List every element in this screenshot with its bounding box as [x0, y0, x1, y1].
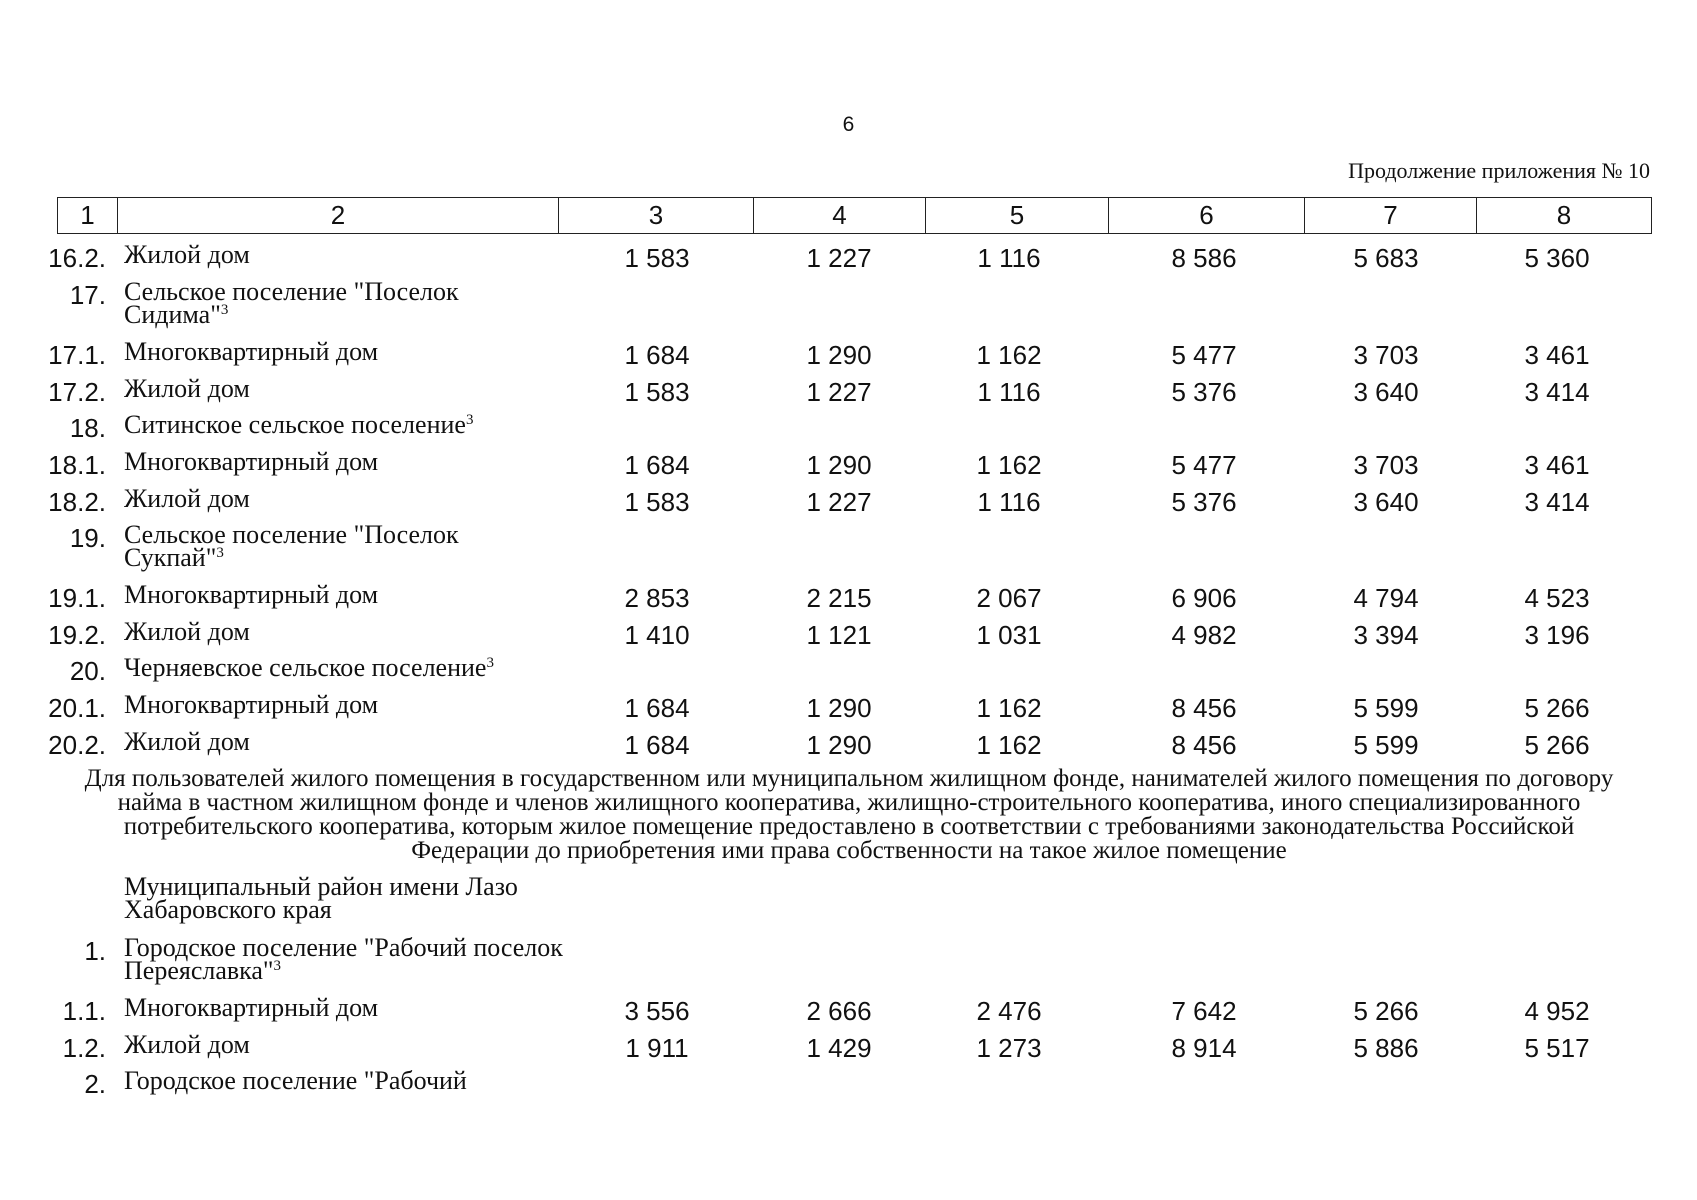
cell-col-8: 3 414 — [1524, 487, 1590, 517]
row-number: 20.1. — [48, 693, 106, 723]
cell-col-3: 1 684 — [624, 693, 690, 723]
cell-col-5: 1 116 — [977, 487, 1041, 517]
cell-col-6: 5 376 — [1171, 377, 1237, 407]
cell-col-7: 5 266 — [1353, 996, 1419, 1026]
cell-col-3: 1 684 — [624, 340, 690, 370]
cell-col-5: 1 116 — [977, 243, 1041, 273]
cell-col-7: 3 640 — [1353, 487, 1419, 517]
cell-col-5: 1 116 — [977, 377, 1041, 407]
row-number: 20. — [69, 656, 106, 686]
row-name: Многоквартирный дом — [124, 993, 379, 1022]
row-number: 20.2. — [48, 730, 106, 760]
cell-col-8: 5 266 — [1524, 693, 1590, 723]
cell-col-8: 5 517 — [1524, 1033, 1590, 1063]
footnote-marker: 3 — [273, 958, 282, 974]
row-name: Жилой дом — [124, 1030, 250, 1059]
row-number: 18.2. — [48, 487, 106, 517]
cell-col-4: 1 290 — [806, 340, 872, 370]
row-number: 17.1. — [48, 340, 106, 370]
cell-col-6: 5 376 — [1171, 487, 1237, 517]
appendix-continuation-label: Продолжение приложения № 10 — [1348, 158, 1650, 183]
cell-col-7: 3 703 — [1353, 450, 1419, 480]
cell-col-3: 1 583 — [624, 487, 690, 517]
cell-col-4: 1 227 — [806, 377, 872, 407]
cell-col-6: 8 914 — [1171, 1033, 1237, 1063]
row-number: 18. — [69, 413, 106, 443]
row-number: 1. — [84, 936, 106, 966]
row-name: Городское поселение "Рабочий — [124, 1066, 467, 1095]
cell-col-5: 2 476 — [976, 996, 1042, 1026]
row-name: Жилой дом — [124, 484, 250, 513]
cell-col-5: 1 162 — [976, 693, 1042, 723]
row-name: Черняевское сельское поселение$^3$ — [124, 653, 494, 682]
row-name: Жилой дом — [124, 727, 250, 756]
cell-col-7: 4 794 — [1353, 583, 1419, 613]
row-number: 1.2. — [62, 1033, 106, 1063]
header-col-8: 8 — [1477, 198, 1652, 234]
cell-col-5: 2 067 — [976, 583, 1042, 613]
page-number: 6 — [842, 113, 855, 136]
row-name: Жилой дом — [124, 240, 250, 269]
cell-col-3: 1 410 — [624, 620, 690, 650]
header-col-4: 4 — [754, 198, 926, 234]
row-number: 17.2. — [48, 377, 106, 407]
row-number: 2. — [84, 1069, 106, 1099]
cell-col-4: 2 215 — [806, 583, 872, 613]
cell-col-6: 4 982 — [1171, 620, 1237, 650]
cell-col-7: 3 640 — [1353, 377, 1419, 407]
cell-col-5: 1 031 — [976, 620, 1042, 650]
cell-col-8: 5 360 — [1524, 243, 1590, 273]
cell-col-5: 1 162 — [976, 730, 1042, 760]
header-col-6: 6 — [1109, 198, 1305, 234]
header-col-1: 1 — [58, 198, 118, 234]
row-name: Жилой дом — [124, 617, 250, 646]
cell-col-3: 1 583 — [624, 377, 690, 407]
row-name: Многоквартирный дом — [124, 580, 379, 609]
row-name: Сельское поселение "Поселок Сукпай"$^3$ — [124, 520, 459, 572]
cell-col-8: 5 266 — [1524, 730, 1590, 760]
header-col-7: 7 — [1305, 198, 1477, 234]
cell-col-8: 3 196 — [1524, 620, 1590, 650]
row-number: 17. — [69, 280, 106, 310]
column-number-header — [57, 197, 1652, 234]
cell-col-8: 4 523 — [1524, 583, 1590, 613]
section-note: Для пользователей жилого помещения в государственном или муниципальном жилищном фонде, нанимателей жилого помещения по договору найма в частном жилищном фонде и членов жилищного кооператива, жилищно-строительного кооператива, иного специализированного потребительского кооператива, которым жилое помещение предоставлено в соответствии с требованиями законодательства Российской Федерации до приобретения ими права собственности на такое жилое помещение — [84, 765, 1614, 864]
cell-col-7: 3 394 — [1353, 620, 1419, 650]
cell-col-5: 1 273 — [976, 1033, 1042, 1063]
row-number: 1.1. — [62, 996, 106, 1026]
header-col-5: 5 — [926, 198, 1109, 234]
cell-col-4: 2 666 — [806, 996, 872, 1026]
cell-col-3: 1 583 — [624, 243, 690, 273]
row-name: Муниципальный район имени Лазо Хабаровского края — [124, 872, 518, 924]
footnote-marker: 3 — [486, 655, 494, 671]
cell-col-7: 5 599 — [1353, 730, 1419, 760]
cell-col-7: 5 599 — [1353, 693, 1419, 723]
cell-col-8: 3 414 — [1524, 377, 1590, 407]
cell-col-4: 1 290 — [806, 693, 872, 723]
row-name: Ситинское сельское поселение$^3$ — [124, 410, 474, 439]
footnote-marker: 3 — [465, 412, 474, 428]
cell-col-7: 3 703 — [1353, 340, 1419, 370]
header-col-2: 2 — [118, 198, 559, 234]
cell-col-7: 5 886 — [1353, 1033, 1419, 1063]
cell-col-6: 5 477 — [1171, 450, 1237, 480]
cell-col-4: 1 290 — [806, 730, 872, 760]
cell-col-7: 5 683 — [1353, 243, 1419, 273]
cell-col-3: 3 556 — [624, 996, 690, 1026]
row-number: 18.1. — [48, 450, 106, 480]
cell-col-8: 3 461 — [1524, 450, 1590, 480]
cell-col-3: 1 684 — [624, 450, 690, 480]
row-number: 16.2. — [48, 243, 106, 273]
cell-col-6: 5 477 — [1171, 340, 1237, 370]
cell-col-3: 1 684 — [624, 730, 690, 760]
footnote-marker: 3 — [216, 545, 224, 561]
cell-col-8: 3 461 — [1524, 340, 1590, 370]
footnote-marker: 3 — [220, 302, 229, 318]
cell-col-6: 8 456 — [1171, 693, 1237, 723]
cell-col-8: 4 952 — [1524, 996, 1590, 1026]
row-name: Многоквартирный дом — [124, 690, 379, 719]
cell-col-6: 8 586 — [1171, 243, 1237, 273]
cell-col-4: 1 290 — [806, 450, 872, 480]
row-name: Городское поселение "Рабочий поселок Переяславка"$^3$ — [124, 933, 563, 985]
header-col-3: 3 — [559, 198, 754, 234]
cell-col-3: 1 911 — [625, 1033, 689, 1063]
cell-col-4: 1 227 — [806, 243, 872, 273]
cell-col-3: 2 853 — [624, 583, 690, 613]
cell-col-6: 7 642 — [1171, 996, 1237, 1026]
row-number: 19.1. — [48, 583, 106, 613]
row-name: Жилой дом — [124, 374, 250, 403]
row-name: Сельское поселение "Поселок Сидима"$^3$ — [124, 277, 459, 329]
row-number: 19.2. — [48, 620, 106, 650]
row-number: 19. — [69, 523, 106, 553]
cell-col-4: 1 121 — [806, 620, 872, 650]
cell-col-6: 6 906 — [1171, 583, 1237, 613]
cell-col-6: 8 456 — [1171, 730, 1237, 760]
cell-col-4: 1 429 — [806, 1033, 872, 1063]
row-name: Многоквартирный дом — [124, 447, 379, 476]
row-name: Многоквартирный дом — [124, 337, 379, 366]
cell-col-5: 1 162 — [976, 450, 1042, 480]
cell-col-4: 1 227 — [806, 487, 872, 517]
cell-col-5: 1 162 — [976, 340, 1042, 370]
